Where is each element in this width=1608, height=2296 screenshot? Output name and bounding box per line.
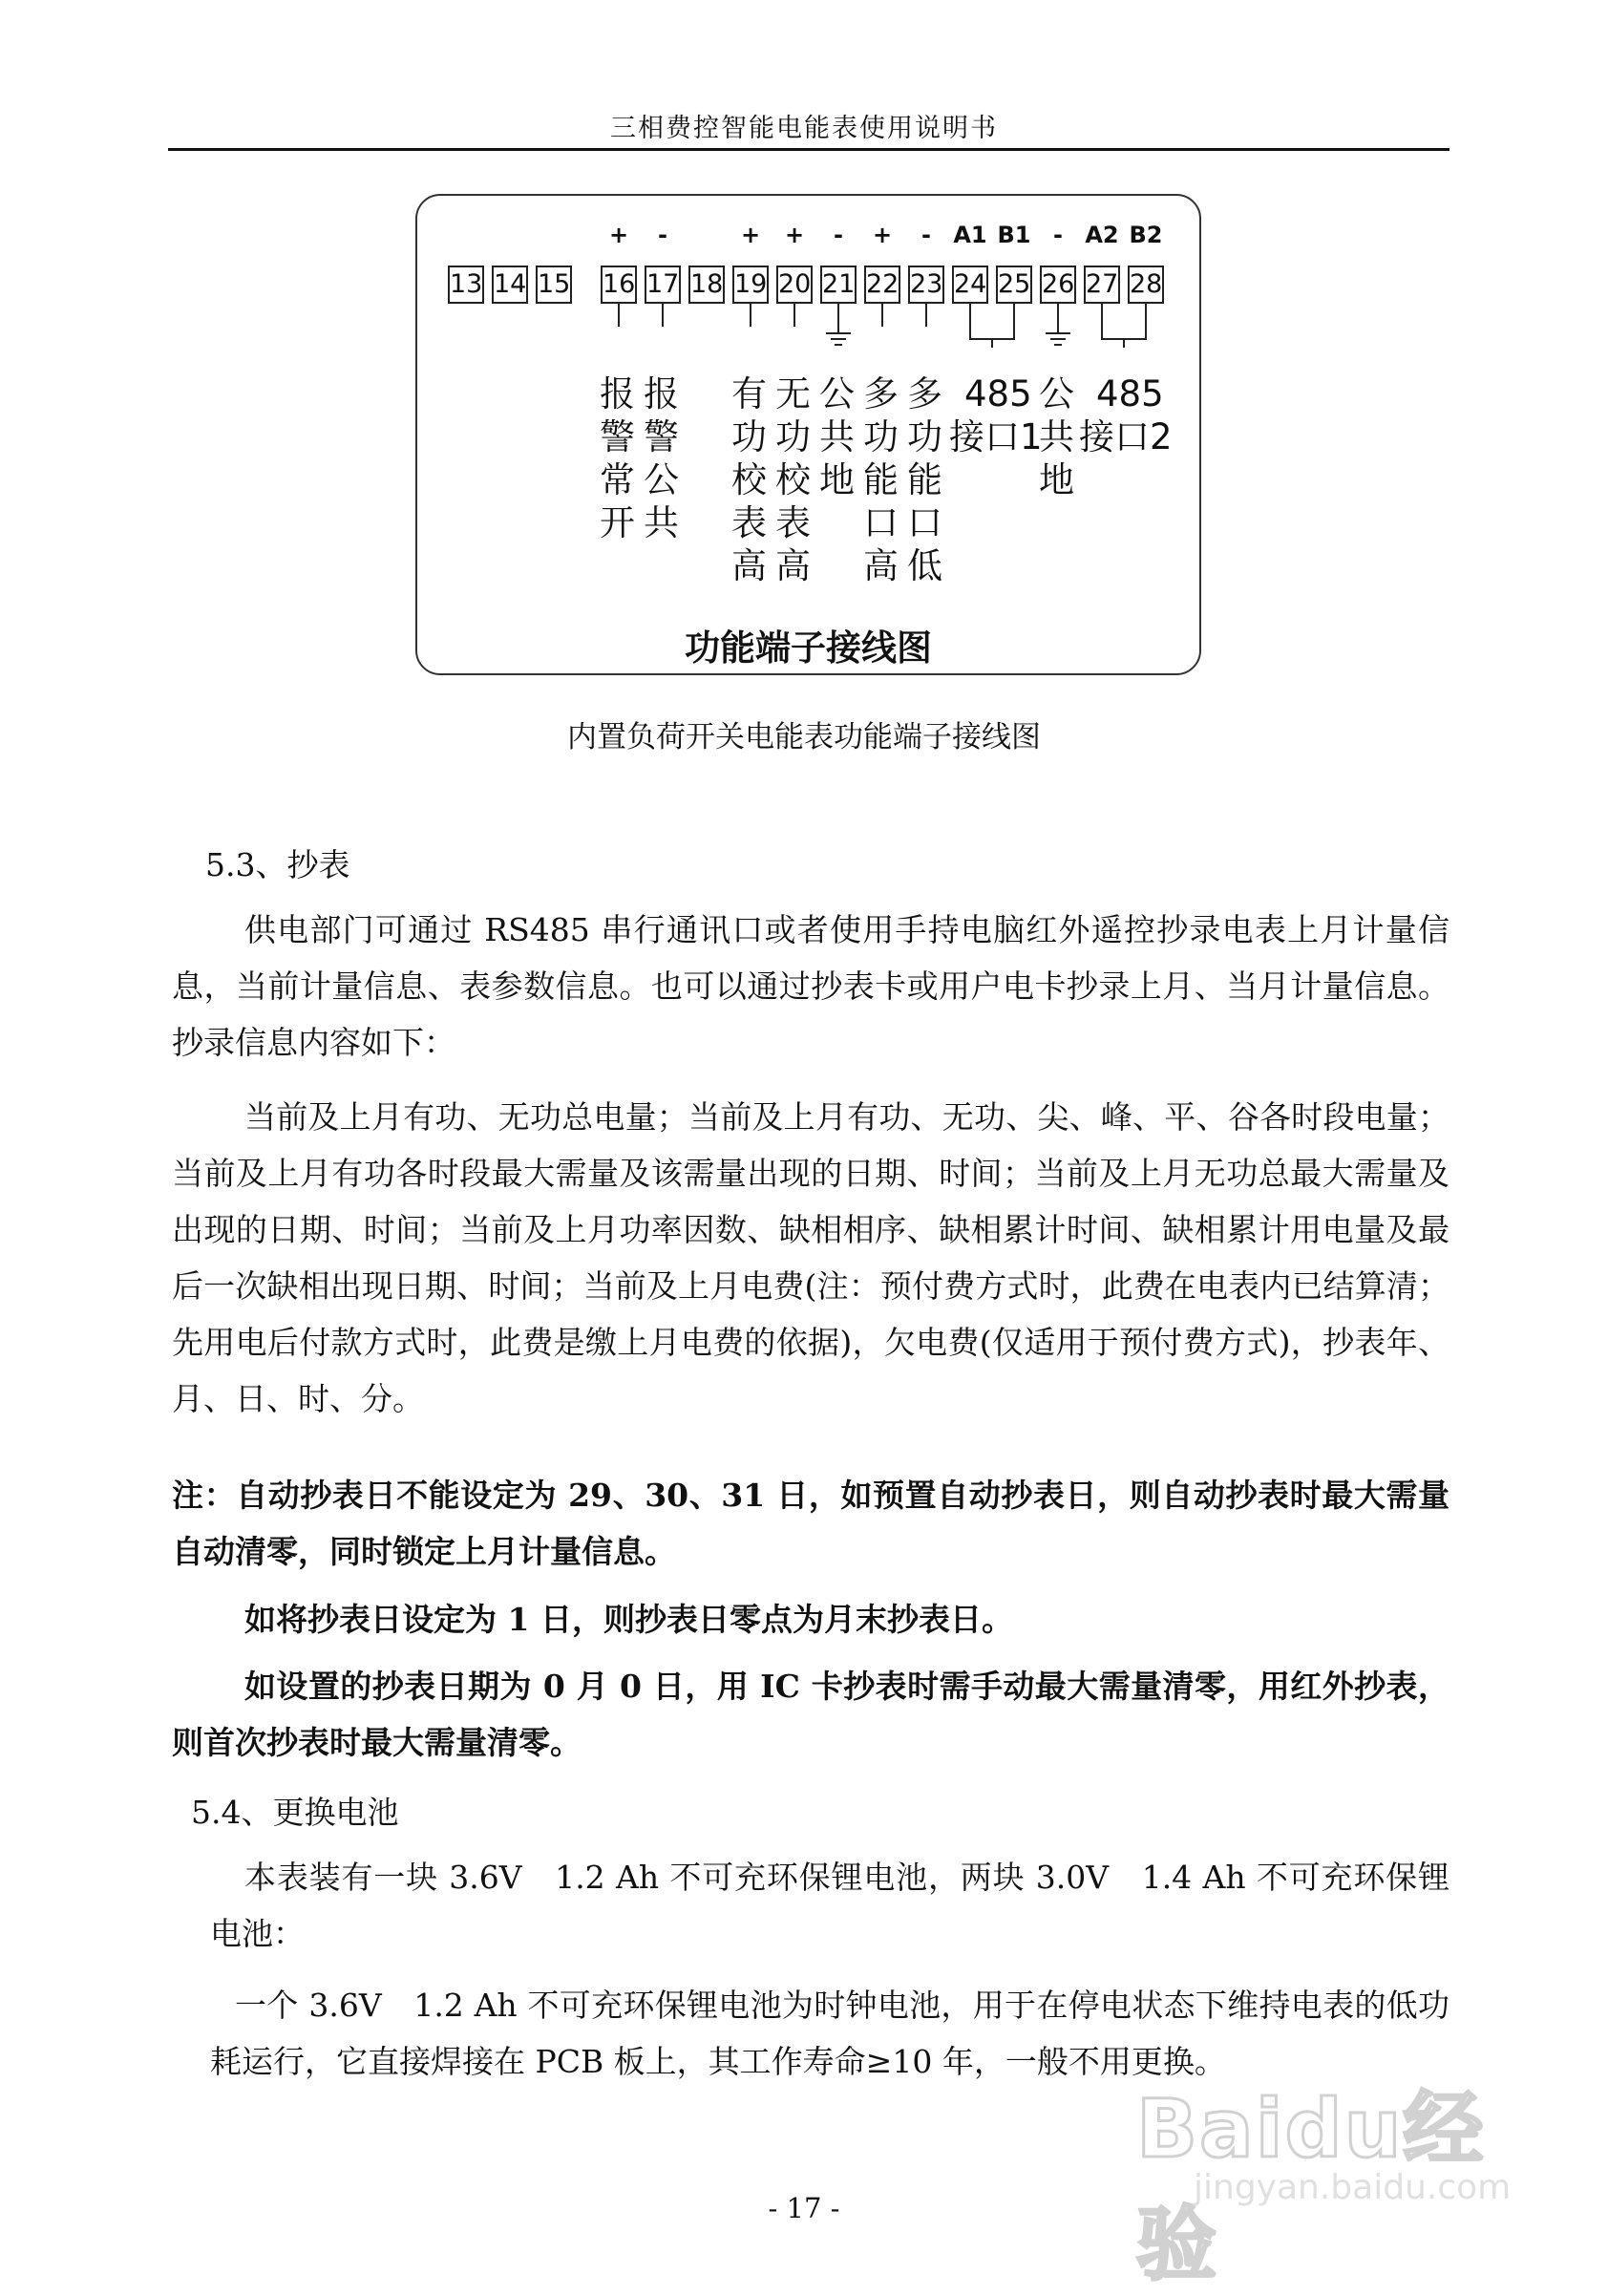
terminal-sign: - xyxy=(1053,222,1063,248)
label-multifunction-high: 多 功 能 口 高 xyxy=(863,373,899,586)
section-heading-5-4: 5.4、更换电池 xyxy=(191,1794,399,1831)
terminal-box: 14 xyxy=(492,266,528,304)
note-reading-day-one: 如将抄表日设定为 1 日，则抄表日零点为月末抄表日。 xyxy=(244,1601,1013,1638)
terminal-box: 13 xyxy=(448,266,484,304)
terminal-box: 21 xyxy=(820,266,857,304)
label-rs485-1-interface: 接口1 xyxy=(949,416,1043,457)
label-multifunction-low: 多 功 能 口 低 xyxy=(907,373,942,586)
terminal-sign: - xyxy=(658,222,667,248)
ground-lead xyxy=(837,304,839,332)
paragraph-clock-battery: 一个 3.6V 1.2 Ah 不可充环保锂电池为时钟电池，用于在停电状态下维持电表的低功耗运行，它直接焊接在 PCB 板上，其工作寿命≥10 年，一般不用更换。 xyxy=(210,1987,1449,2080)
terminal-sign: + xyxy=(608,222,629,248)
terminal-box: 23 xyxy=(908,266,944,304)
terminal-lead xyxy=(925,304,927,327)
label-rs485-1-number: 485 xyxy=(964,373,1032,415)
label-reactive-calibration: 无 功 校 表 高 xyxy=(775,373,811,586)
terminal-sign: A1 xyxy=(953,222,987,248)
paragraph-battery-spec: 本表装有一块 3.6V 1.2 Ah 不可充环保锂电池，两块 3.0V 1.4 Ah 不可充环保锂电池： xyxy=(210,1859,1449,1952)
label-alarm-common: 报 警 公 共 xyxy=(644,373,679,543)
rs485-2-lead-b xyxy=(1145,304,1147,340)
header-rule xyxy=(168,148,1449,151)
terminal-box: 25 xyxy=(996,266,1032,304)
rs485-2-lead-a xyxy=(1101,304,1103,340)
label-alarm-normally-open: 报 警 常 开 xyxy=(600,373,635,543)
document-header: 三相费控智能电能表使用说明书 xyxy=(610,114,998,143)
terminal-lead xyxy=(618,304,620,327)
page-number: - 17 - xyxy=(768,2192,840,2224)
terminal-box: 17 xyxy=(645,266,681,304)
label-active-calibration: 有 功 校 表 高 xyxy=(731,373,767,586)
terminal-box: 22 xyxy=(864,266,900,304)
rs485-1-lead-b xyxy=(1013,304,1015,340)
rs485-1-stem xyxy=(991,338,993,348)
terminal-box: 27 xyxy=(1084,266,1120,304)
diagram-title: 功能端子接线图 xyxy=(685,627,932,669)
terminal-box: 28 xyxy=(1128,266,1164,304)
watermark-url: jingyan.baidu.com xyxy=(1194,2168,1512,2207)
label-common-ground-2: 公 共 地 xyxy=(1039,373,1074,500)
terminal-sign: A2 xyxy=(1085,222,1119,248)
terminal-sign: + xyxy=(872,222,893,248)
terminal-lead xyxy=(750,304,751,327)
terminal-sign: B2 xyxy=(1129,222,1163,248)
terminal-box: 26 xyxy=(1040,266,1076,304)
terminal-sign: B1 xyxy=(997,222,1031,248)
rs485-2-stem xyxy=(1123,338,1125,348)
label-rs485-2-number: 485 xyxy=(1096,373,1164,415)
ground-lead xyxy=(1057,304,1059,332)
terminal-box: 19 xyxy=(732,266,769,304)
terminal-box: 16 xyxy=(601,266,637,304)
paragraph-reading-contents: 当前及上月有功、无功总电量；当前及上月有功、无功、尖、峰、平、谷各时段电量；当前及上月有功各时段最大需量及该需量出现的日期、时间；当前及上月无功总最大需量及出现的日期、时间；当前及上月功率因数、缺相相序、缺相累计时间、缺相累计用电量及最后一次缺相出现日期、时间；当前及上月电费(注：预付费方式时，此费在电表内已结算清；先用电后付款方式时，此费是缴上月电费的依据)，欠电费(仅适用于预付费方式)，抄表年、月、日、时、分。 xyxy=(172,1098,1449,1417)
rs485-1-lead-a xyxy=(969,304,971,340)
terminal-box: 24 xyxy=(952,266,988,304)
note-auto-reading-day: 注：自动抄表日不能设定为 29、30、31 日，如预置自动抄表日，则自动抄表时最大需量自动清零，同时锁定上月计量信息。 xyxy=(172,1477,1449,1570)
terminal-box: 20 xyxy=(776,266,813,304)
ground-symbol-icon xyxy=(826,332,851,346)
ground-symbol-icon xyxy=(1046,332,1070,346)
label-rs485-2-interface: 接口2 xyxy=(1079,416,1173,457)
terminal-sign: + xyxy=(784,222,805,248)
section-heading-5-3: 5.3、抄表 xyxy=(205,846,350,883)
terminal-lead xyxy=(793,304,795,327)
terminal-sign: + xyxy=(740,222,761,248)
terminal-lead xyxy=(662,304,664,327)
terminal-sign: - xyxy=(834,222,843,248)
terminal-box: 15 xyxy=(536,266,572,304)
paragraph-meter-reading-intro: 供电部门可通过 RS485 串行通讯口或者使用手持电脑红外遥控抄录电表上月计量信息，当前计量信息、表参数信息。也可以通过抄表卡或用户电卡抄录上月、当月计量信息。抄录信息内容如下： xyxy=(172,911,1449,1061)
terminal-box: 18 xyxy=(688,266,725,304)
note-reading-day-zero: 如设置的抄表日期为 0 月 0 日，用 IC 卡抄表时需手动最大需量清零，用红外抄表，则首次抄表时最大需量清零。 xyxy=(172,1668,1449,1761)
terminal-sign: - xyxy=(921,222,931,248)
watermark-logo-text: Baidu经验 xyxy=(1136,2082,1486,2291)
label-common-ground: 公 共 地 xyxy=(819,373,855,500)
terminal-lead xyxy=(881,304,883,327)
figure-caption: 内置负荷开关电能表功能端子接线图 xyxy=(567,720,1041,755)
